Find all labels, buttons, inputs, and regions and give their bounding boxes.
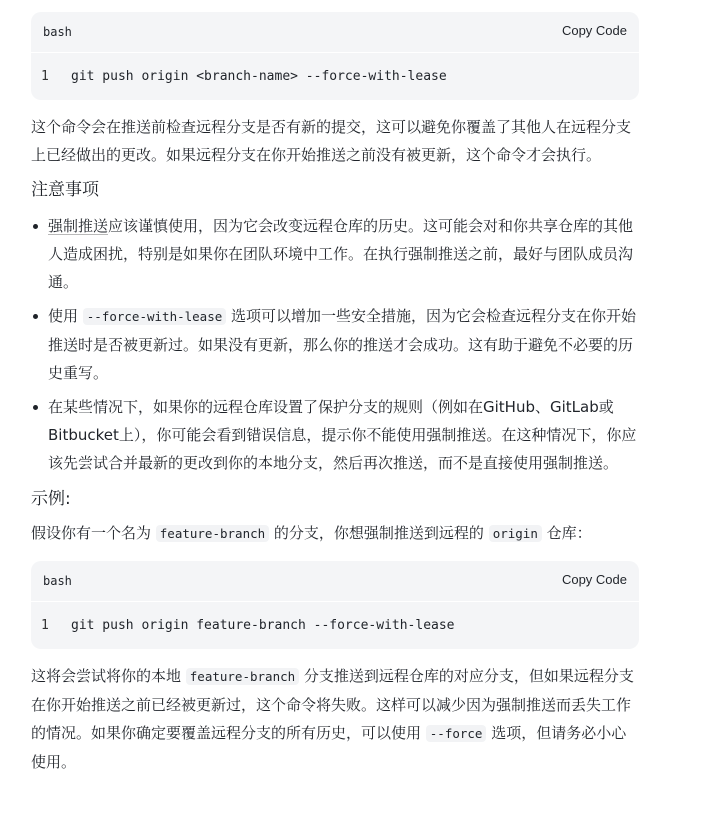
list-item-text: 应该谨慎使用，因为它会改变远程仓库的历史。这可能会对和你共享仓库的其他人造成困扰，特别是如果你在团队环境中工作。在执行强制推送之前，最好与团队成员沟通。 (48, 217, 634, 291)
inline-code: origin (489, 525, 542, 542)
bullet-dot (33, 224, 38, 229)
example-heading: 示例: (31, 489, 71, 509)
inline-code: --force (426, 725, 487, 742)
code-block-header (31, 12, 639, 52)
answer-content (31, 12, 639, 776)
example-intro (31, 519, 639, 548)
line-number: 1 (41, 618, 49, 633)
bullet-dot (33, 405, 38, 410)
list-item-text: 在某些情况下，如果你的远程仓库设置了保护分支的规则（例如在GitHub、GitLab或Bitbucket上），你可能会看到错误信息，提示你不能使用强制推送。在这种情况下，你应该先尝试合并最新的更改到你的本地分支，然后再次推送，而不是直接使用强制推送。 (48, 398, 637, 472)
copy-code-button[interactable]: Copy Code (561, 572, 627, 587)
text-span: 分支推送到远程仓库的对应分支，但如果远程分支在你开始推送之前已经被更新过，这个命令将失败。这样可以减少因为强制推送而丢失工作的情况。如果你确定要覆盖远程分支的所有历史，可以使用 (31, 667, 634, 742)
line-number: 1 (41, 69, 49, 84)
list-item-text: 选项可以增加一些安全措施，因为它会检查远程分支在你开始推送时是否被更新过。如果没有更新，那么你的推送才会成功。这有助于避免不必要的历史重写。 (48, 307, 637, 382)
code-language-label: bash (43, 574, 72, 588)
notes-heading: 注意事项 (31, 180, 99, 200)
copy-code-button[interactable]: Copy Code (561, 23, 627, 38)
code-language-label: bash (43, 25, 72, 39)
code-block-body (31, 602, 639, 649)
code-block-body (31, 53, 639, 100)
code-line: git push origin <branch-name> --force-with-lease (71, 69, 447, 84)
code-line: git push origin feature-branch --force-with-lease (71, 618, 455, 633)
list-item (31, 302, 639, 387)
intro-paragraph: 这个命令会在推送前检查远程分支是否有新的提交，这可以避免你覆盖了其他人在远程分支上已经做出的更改。如果远程分支在你开始推送之前没有被更新，这个命令才会执行。 (31, 118, 632, 164)
text-span: 仓库： (541, 524, 592, 542)
notes-list (31, 212, 639, 477)
bullet-dot (33, 314, 38, 319)
text-span: 假设你有一个名为 (31, 524, 156, 542)
inline-code: feature-branch (156, 525, 269, 542)
list-item-text: 使用 (48, 307, 83, 325)
code-block (31, 561, 639, 649)
highlighted-term[interactable]: 强制推送 (48, 217, 109, 235)
text-span: 的分支，你想强制推送到远程的 (269, 524, 489, 542)
closing-paragraph (31, 662, 639, 776)
list-item (31, 212, 639, 296)
code-block (31, 12, 639, 100)
text-span: 选项，但请务必小心使用。 (31, 724, 627, 771)
text-span: 这将会尝试将你的本地 (31, 667, 186, 685)
list-item (31, 393, 639, 477)
code-block-header (31, 561, 639, 601)
inline-code: --force-with-lease (83, 308, 226, 325)
inline-code: feature-branch (186, 668, 299, 685)
